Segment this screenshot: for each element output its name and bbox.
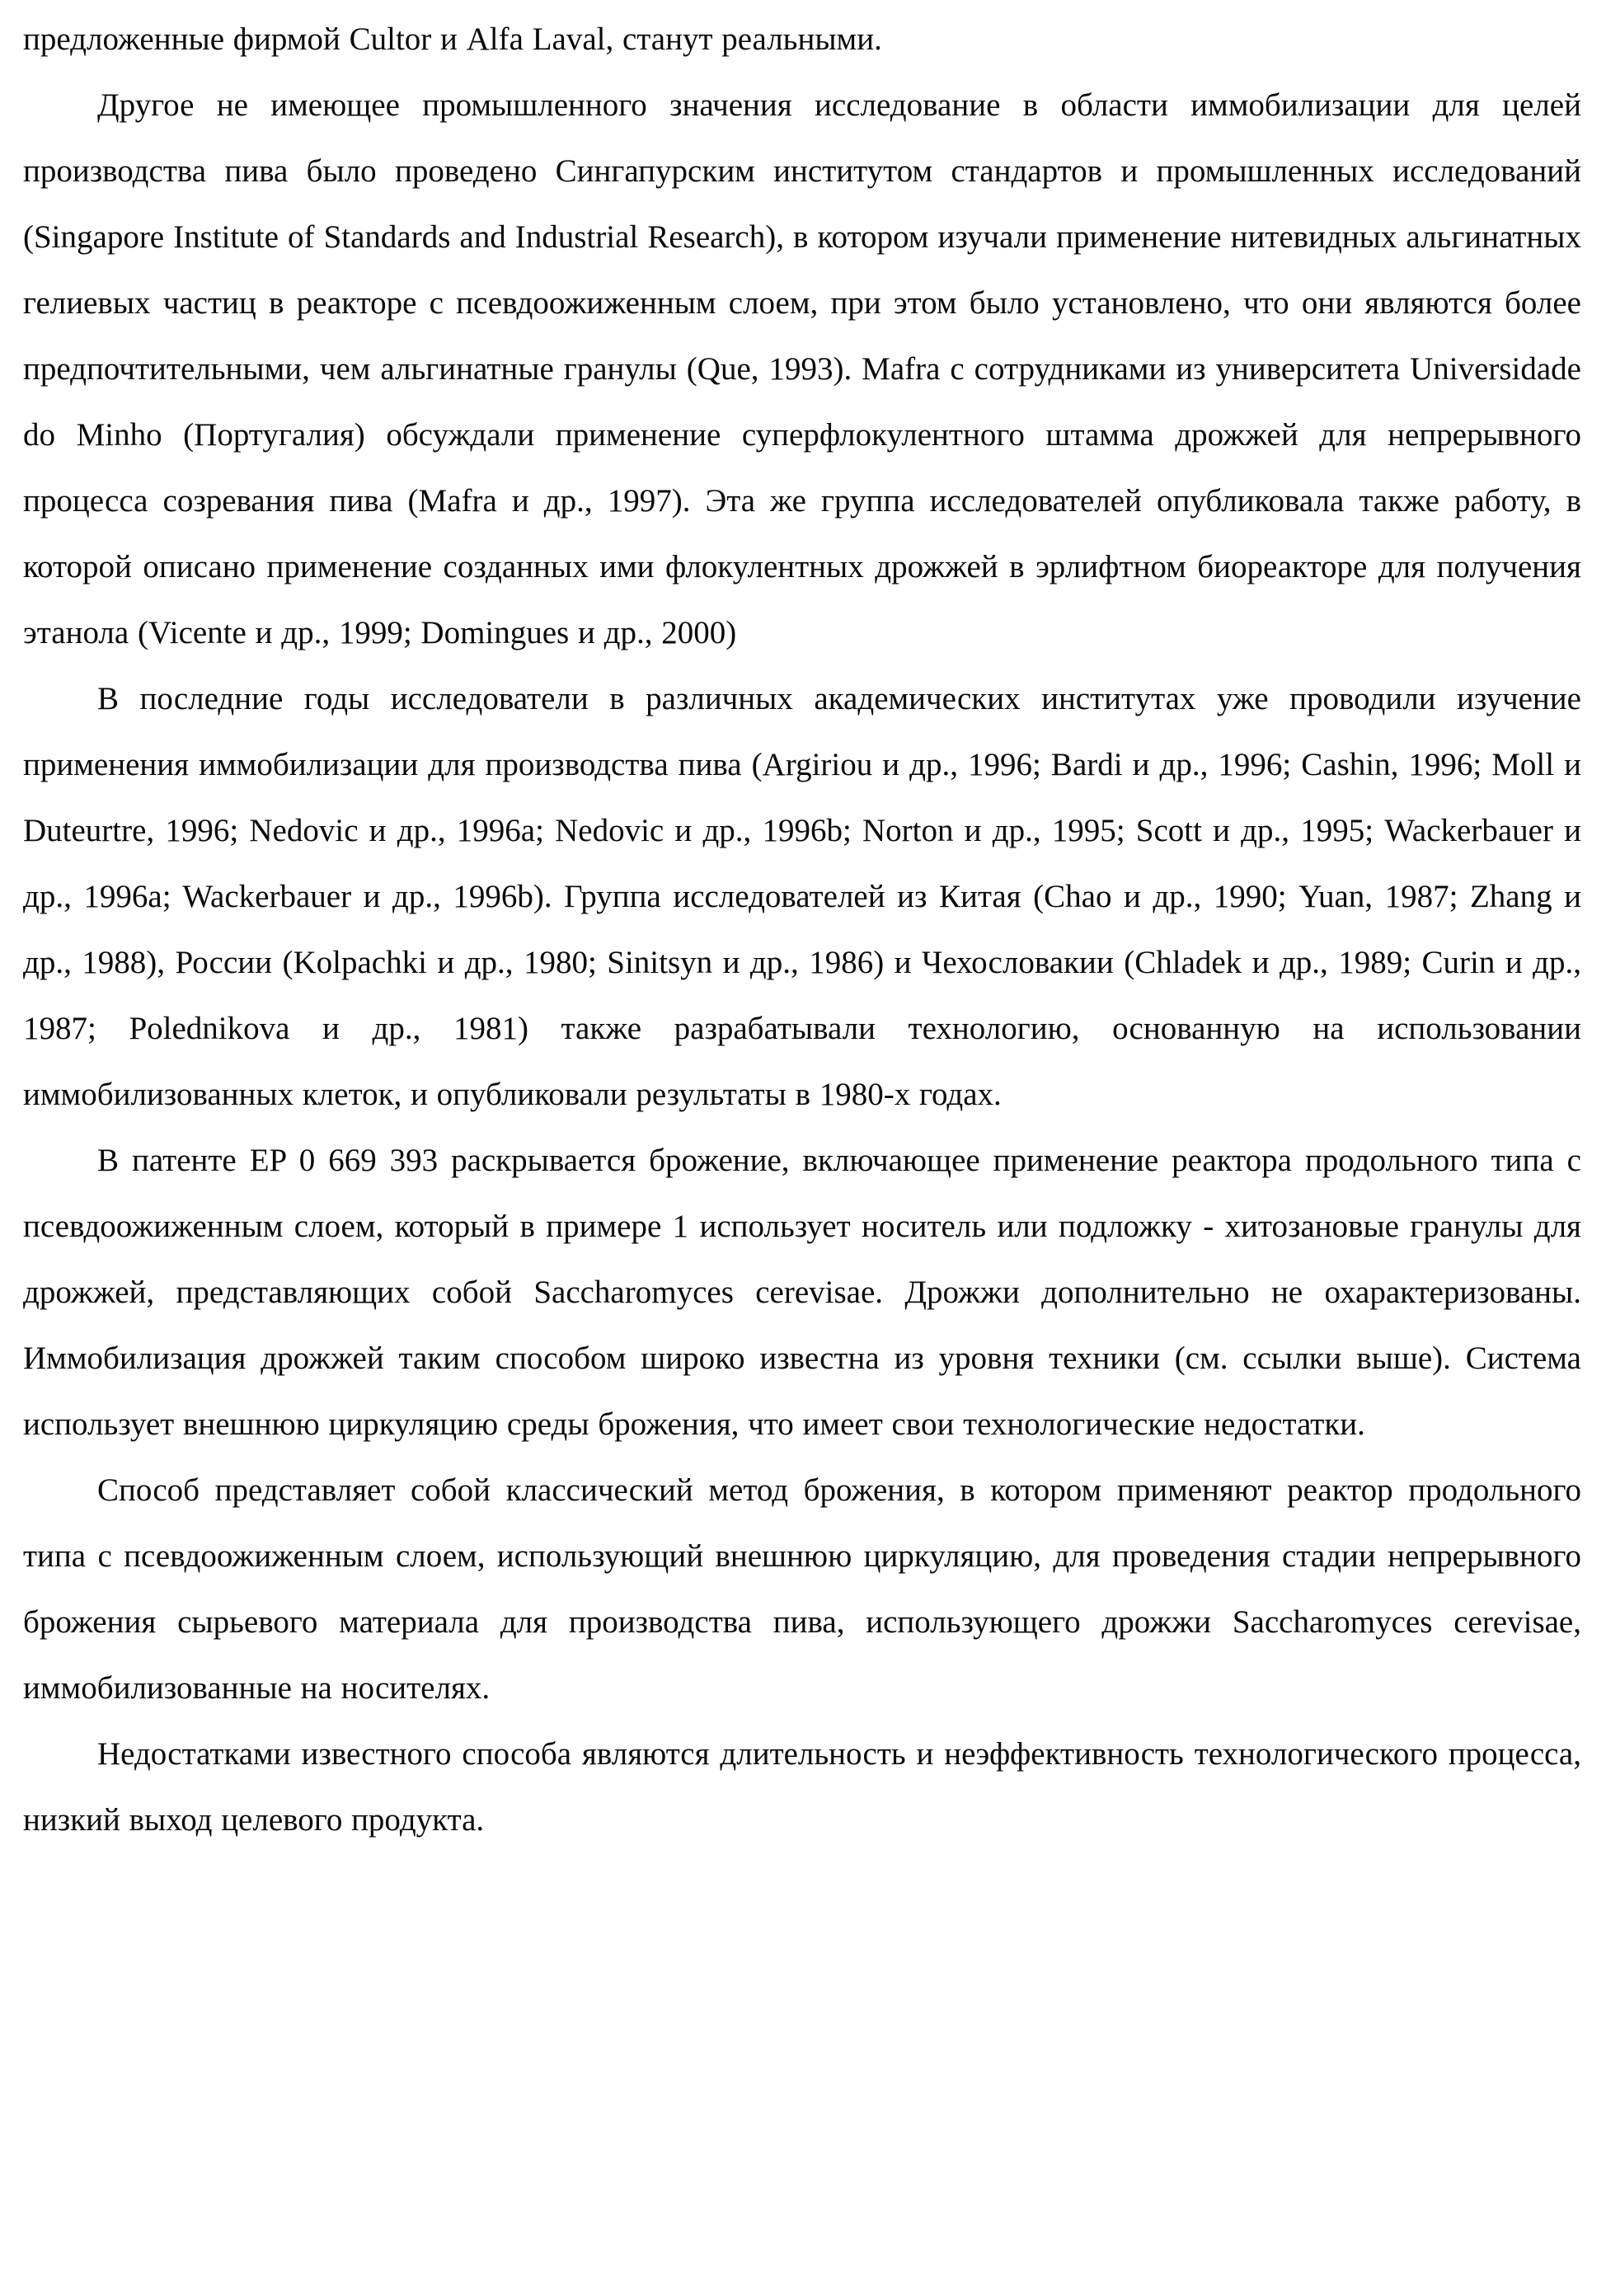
paragraph: Способ представляет собой классический метод брожения, в котором применяют реактор продольного типа с псевдоожиженным слоем, использующий внешнюю циркуляцию, для проведения стадии непрерывного брожения сырьевого материала для производства пива, использующего дрожжи Saccharomyces cerevisae, иммобилизованные на носителях. [23, 1472, 1581, 1706]
paragraph: В патенте EP 0 669 393 раскрывается брожение, включающее применение реактора продольного типа с псевдоожиженным слоем, который в примере 1 использует носитель или подложку - хитозановые гранулы для дрожжей, представляющих собой Saccharomyces cerevisae. Дрожжи дополнительно не охарактеризованы. Иммобилизация дрожжей таким способом широко известна из уровня техники (см. ссылки выше). Система использует внешнюю циркуляцию среды брожения, что имеет свои технологические недостатки. [23, 1143, 1581, 1442]
paragraph: Другое не имеющее промышленного значения исследование в области иммобилизации для целей производства пива было проведено Сингапурским институтом стандартов и промышленных исследований (Singapore Institute of Standards and Industrial Research), в котором изучали применение нитевидных альгинатных гелиевых частиц в реакторе с псевдоожиженным слоем, при этом было установлено, что они являются более предпочтительными, чем альгинатные гранулы (Que, 1993). Mafra с сотрудниками из университета Universidade do Minho (Португалия) обсуждали применение суперфлокулентного штамма дрожжей для непрерывного процесса созревания пива (Mafra и др., 1997). Эта же группа исследователей опубликовала также работу, в которой описано применение созданных ими флокулентных дрожжей в эрлифтном биореакторе для получения этанола (Vicente и др., 1999; Domingues и др., 2000) [23, 87, 1581, 650]
paragraph-continuation: предложенные фирмой Cultor и Alfa Laval, станут реальными. [23, 21, 882, 57]
paragraph: Недостатками известного способа являются длительность и неэффективность технологического процесса, низкий выход целевого продукта. [23, 1736, 1581, 1838]
paragraph: В последние годы исследователи в различных академических институтах уже проводили изучение применения иммобилизации для производства пива (Argiriou и др., 1996; Bardi и др., 1996; Cashin, 1996; Moll и Duteurtre, 1996; Nedovic и др., 1996a; Nedovic и др., 1996b; Norton и др., 1995; Scott и др., 1995; Wackerbauer и др., 1996a; Wackerbauer и др., 1996b). Группа исследователей из Китая (Chao и др., 1990; Yuan, 1987; Zhang и др., 1988), России (Kolpachki и др., 1980; Sinitsyn и др., 1986) и Чехословакии (Chladek и др., 1989; Curin и др., 1987; Polednikova и др., 1981) также разрабатывали технологию, основанную на использовании иммобилизованных клеток, и опубликовали результаты в 1980-х годах. [23, 681, 1581, 1112]
